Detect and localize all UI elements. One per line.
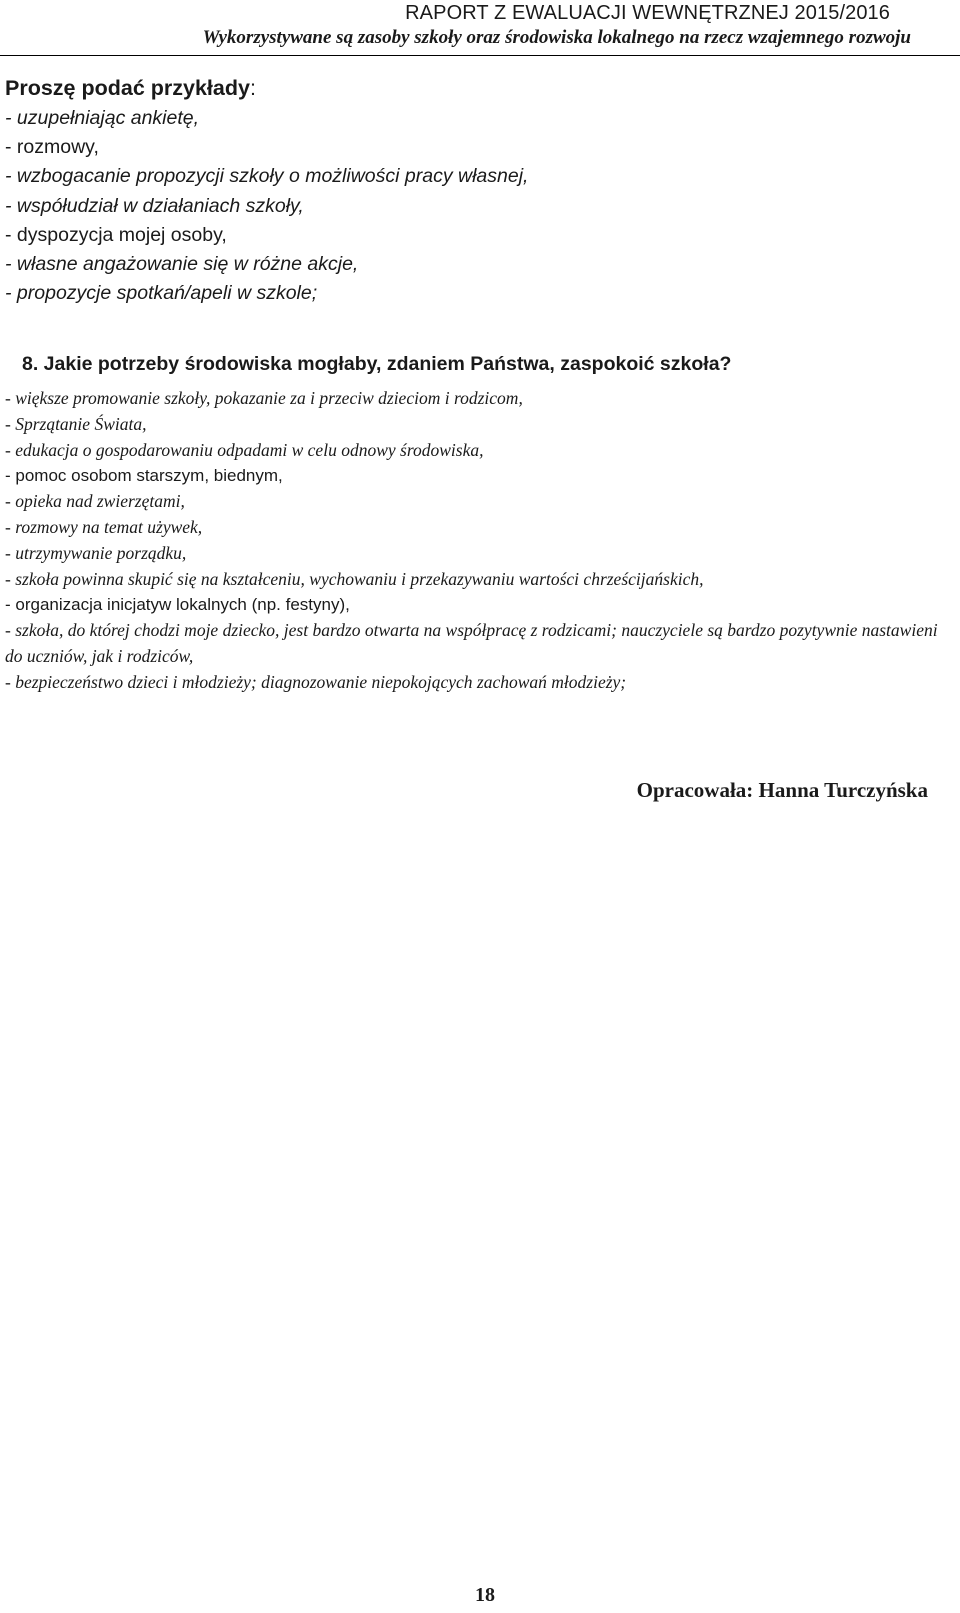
list-item: - większe promowanie szkoły, pokazanie za i przeciw dzieciom i rodzicom, — [5, 388, 523, 408]
author-signature: Opracowała: Hanna Turczyńska — [636, 778, 928, 802]
list-item: - szkoła, do której chodzi moje dziecko, jest bardzo otwarta na współpracę z rodzicami; nauczyciele są bardzo pozytywnie nastawieni do uczniów, jak i rodziców, — [5, 620, 938, 666]
report-title: RAPORT Z EWALUACJI WEWNĘTRZNEJ 2015/2016 — [405, 2, 890, 24]
list-item: - współudział w działaniach szkoły, — [5, 194, 304, 217]
question-8-heading: 8. Jakie potrzeby środowiska mogłaby, zdaniem Państwa, zaspokoić szkoła? — [22, 353, 732, 375]
list-item: - edukacja o gospodarowaniu odpadami w celu odnowy środowiska, — [5, 439, 484, 460]
examples-prompt-colon: : — [249, 76, 256, 100]
list-item: - własne angażowanie się w różne akcje, — [5, 253, 359, 276]
list-item: - propozycje spotkań/apeli w szkole; — [5, 282, 318, 305]
list-item: - rozmowy, — [5, 136, 99, 159]
list-item: - dyspozycja mojej osoby, — [5, 223, 227, 246]
examples-prompt-label: Proszę podać przykłady — [5, 76, 250, 100]
list-item: - utrzymywanie porządku, — [5, 542, 187, 563]
list-item: - bezpieczeństwo dzieci i młodzieży; diagnozowanie niepokojących zachowań młodzieży; — [5, 671, 627, 692]
list-item: - Sprzątanie Świata, — [5, 413, 147, 434]
list-item: - pomoc osobom starszym, biednym, — [5, 466, 283, 486]
examples-list — [5, 104, 950, 308]
list-item: - szkoła powinna skupić się na kształceniu, wychowaniu i przekazywaniu wartości chrześcijańskich, — [5, 568, 704, 589]
page-header — [0, 0, 960, 56]
list-item: - organizacja inicjatyw lokalnych (np. festyny), — [5, 595, 350, 615]
list-item: - rozmowy na temat używek, — [5, 516, 203, 537]
list-item: - uzupełniając ankietę, — [5, 107, 200, 129]
page-number: 18 — [475, 1584, 495, 1606]
list-item: - opieka nad zwierzętami, — [5, 491, 185, 512]
needs-list — [5, 386, 950, 696]
list-item: - wzbogacanie propozycji szkoły o możliwości pracy własnej, — [5, 165, 529, 188]
report-subtitle: Wykorzystywane są zasoby szkoły oraz środowiska lokalnego na rzecz wzajemnego rozwoju — [202, 27, 911, 48]
examples-prompt — [5, 74, 950, 102]
